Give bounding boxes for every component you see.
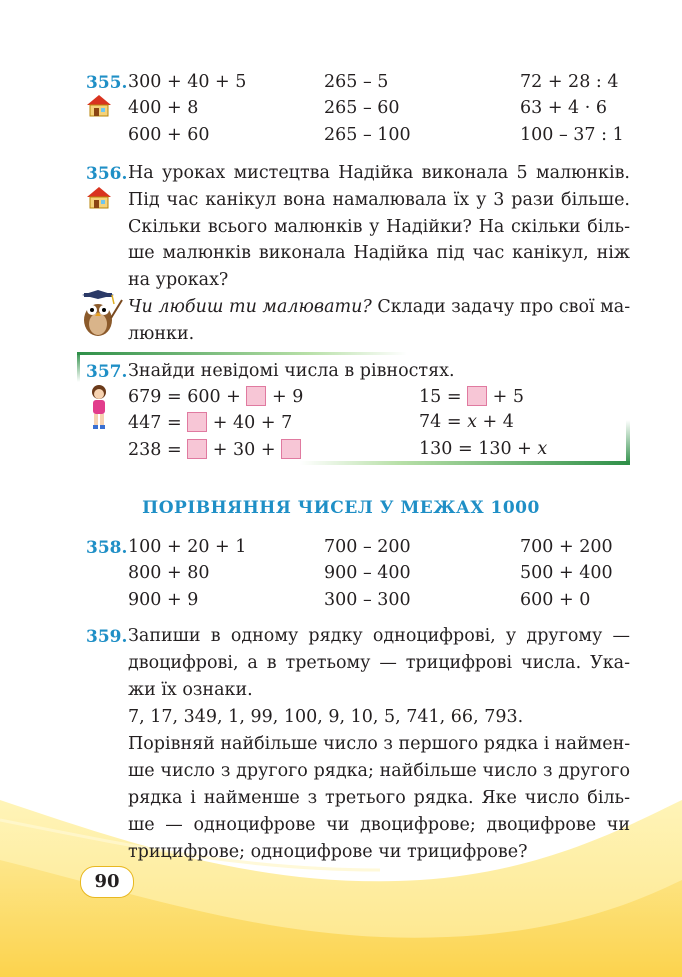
expression: 800 + 80 xyxy=(128,563,210,583)
expression: 700 + 200 xyxy=(520,537,613,557)
exercise-number: 359. xyxy=(86,627,128,647)
task-text-line: трицифрове; одноцифрове чи трицифрове? xyxy=(128,842,528,862)
equation-right-part: + 5 xyxy=(492,387,525,407)
task-text-line: ше число з другого рядка; найбільше число з другого xyxy=(128,761,630,781)
equation xyxy=(419,386,524,407)
expression: 72 + 28 : 4 xyxy=(520,72,619,92)
task-text-line: двоцифрові, а в третьому — трицифрові числа. Ука- xyxy=(128,653,630,673)
problem-text-line: Скільки всього малюнків у Надійки? На скільки біль- xyxy=(128,217,630,237)
expression: 300 – 300 xyxy=(324,590,411,610)
owl-task-line xyxy=(128,297,630,317)
expression: 500 + 400 xyxy=(520,563,613,583)
expression: 265 – 5 xyxy=(324,72,389,92)
expression: 700 – 200 xyxy=(324,537,411,557)
owl-task-text: Склади задачу про свої ма- xyxy=(371,297,631,317)
equation xyxy=(128,386,303,407)
equation-left-part: 238 = xyxy=(128,440,182,460)
expression: 265 – 100 xyxy=(324,125,411,145)
equation xyxy=(128,412,292,433)
owl-question: Чи любиш ти малювати? xyxy=(128,297,372,317)
exercise-number: 355. xyxy=(86,73,128,93)
frame-left xyxy=(77,352,80,382)
exercise-title: Знайди невідомі числа в рівностях. xyxy=(128,361,455,381)
task-text-line: Запиши в одному рядку одноцифрові, у другому — xyxy=(128,626,630,646)
problem-text-line: На уроках мистецтва Надійка виконала 5 малюнків. xyxy=(128,163,630,183)
exercise-number: 358. xyxy=(86,538,128,558)
number-list: 7, 17, 349, 1, 99, 100, 9, 10, 5, 741, 66, 793. xyxy=(128,707,524,727)
problem-text-line: ше малюнків виконала Надійка під час канікул, ніж xyxy=(128,243,630,263)
equation-left-part: 74 = xyxy=(419,412,468,432)
exercise-number: 356. xyxy=(86,164,128,184)
equation-left-part: 130 = 130 + xyxy=(419,439,538,459)
equation-left-part: 679 = 600 + xyxy=(128,387,241,407)
equation-left-part: 447 = xyxy=(128,413,182,433)
expression: 400 + 8 xyxy=(128,98,199,118)
frame-right xyxy=(626,420,630,465)
exercise-number: 357. xyxy=(86,362,128,382)
equation-right-part: + 9 xyxy=(271,387,304,407)
equation xyxy=(419,412,514,432)
expression: 63 + 4 · 6 xyxy=(520,98,608,118)
equation-right-part: + 4 xyxy=(476,412,514,432)
expression: 600 + 60 xyxy=(128,125,210,145)
task-text-line: рядка і найменше з третього рядка. Яке число біль- xyxy=(128,788,630,808)
home-icon xyxy=(86,93,112,117)
expression: 300 + 40 + 5 xyxy=(128,72,247,92)
problem-text-line: Під час канікул вона намалювала їх у 3 рази більше. xyxy=(128,190,630,210)
girl-icon xyxy=(88,384,110,430)
expression: 600 + 0 xyxy=(520,590,591,610)
answer-box[interactable] xyxy=(187,439,207,459)
task-text-line: ше — одноцифрове чи двоцифрове; двоцифрове чи xyxy=(128,815,630,835)
problem-text-line: на уроках? xyxy=(128,270,229,290)
frame-bottom xyxy=(300,461,630,465)
answer-box[interactable] xyxy=(246,386,266,406)
answer-box[interactable] xyxy=(467,386,487,406)
section-heading: ПОРІВНЯННЯ ЧИСЕЛ У МЕЖАХ 1000 xyxy=(142,498,540,518)
equation-right-part: + 30 + xyxy=(212,440,276,460)
home-icon xyxy=(86,185,112,209)
answer-box[interactable] xyxy=(281,439,301,459)
frame-top xyxy=(77,352,407,355)
unknown-x: x xyxy=(537,439,548,459)
answer-box[interactable] xyxy=(187,412,207,432)
unknown-x: x xyxy=(467,412,477,432)
owl-icon xyxy=(78,290,124,338)
equation xyxy=(128,439,301,460)
equation-right-part: + 40 + 7 xyxy=(212,413,293,433)
task-text-line: жи їх ознаки. xyxy=(128,680,253,700)
expression: 900 + 9 xyxy=(128,590,199,610)
equation xyxy=(419,439,547,459)
equation-left-part: 15 = xyxy=(419,387,462,407)
page-number: 90 xyxy=(80,866,134,898)
task-text-line: Порівняй найбільше число з першого рядка і наймен- xyxy=(128,734,631,754)
owl-task-line: люнки. xyxy=(128,324,195,344)
expression: 265 – 60 xyxy=(324,98,400,118)
expression: 900 – 400 xyxy=(324,563,411,583)
expression: 100 – 37 : 1 xyxy=(520,125,624,145)
expression: 100 + 20 + 1 xyxy=(128,537,247,557)
